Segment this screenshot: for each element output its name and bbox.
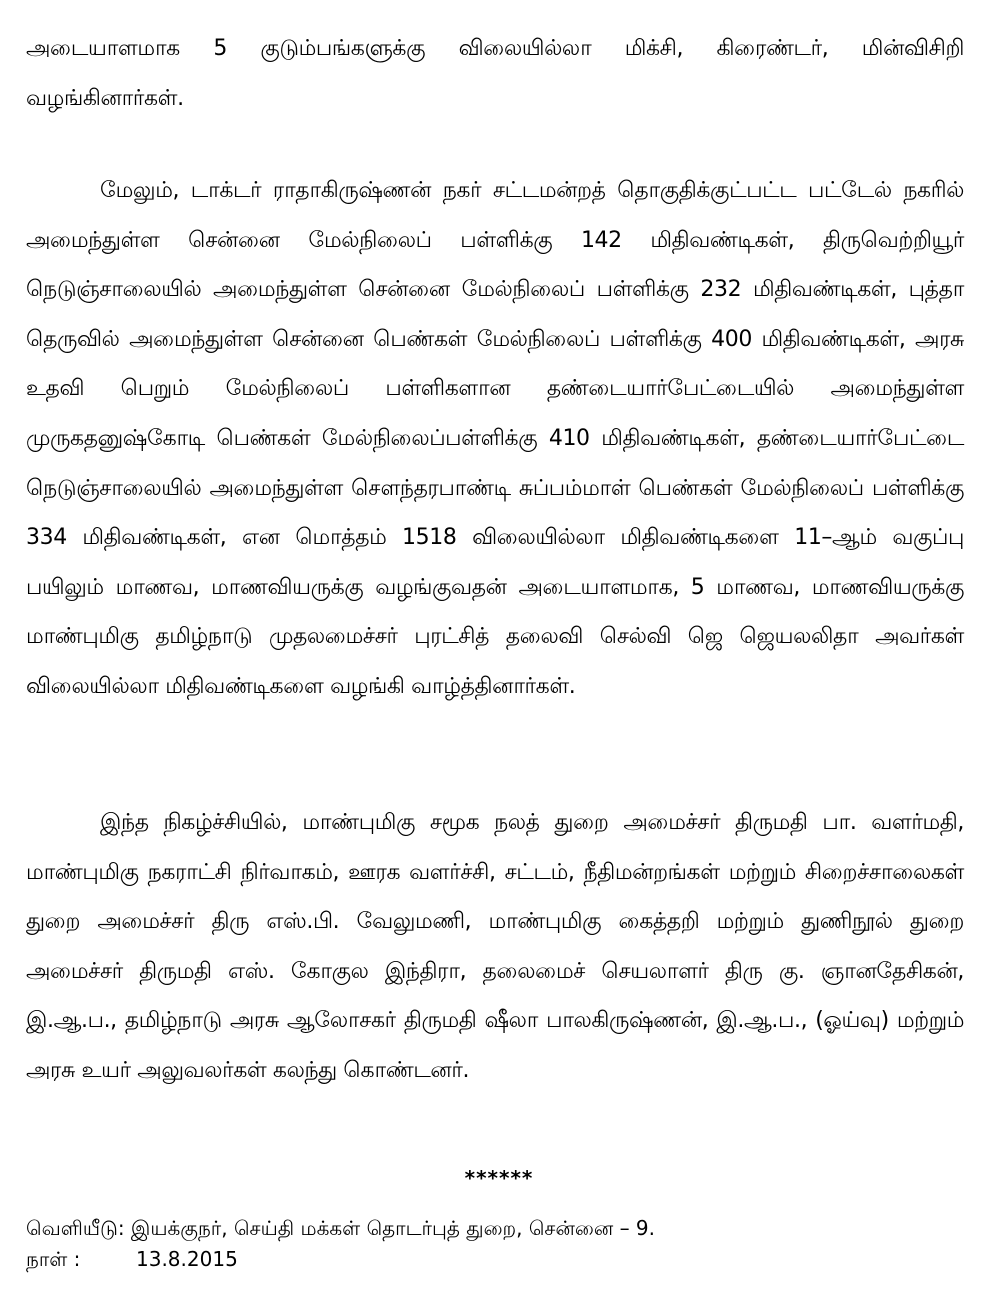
separator-stars: ****** <box>464 1166 534 1190</box>
date-line <box>26 1245 238 1273</box>
date-label: நாள் : <box>26 1247 81 1271</box>
paragraph-appliances: அடையாளமாக 5 குடும்பங்களுக்கு விலையில்லா மிக்சி, கிரைண்டர், மின்விசிறி வழங்கினார்கள். <box>26 36 964 111</box>
release-line: வெளியீடு: இயக்குநர், செய்தி மக்கள் தொடர்புத் துறை, சென்னை – 9. <box>26 1216 656 1240</box>
date-value: 13.8.2015 <box>136 1247 238 1271</box>
paragraph-attendees: இந்த நிகழ்ச்சியில், மாண்புமிகு சமூக நலத் துறை அமைச்சர் திருமதி பா. வளர்மதி, மாண்புமிகு நகராட்சி நிர்வாகம், ஊரக வளர்ச்சி, சட்டம், நீதிமன்றங்கள் மற்றும் சிறைச்சாலைகள் துறை அமைச்சர் திரு எஸ்.பி. வேலுமணி, மாண்புமிகு கைத்தறி மற்றும் துணிநூல் துறை அமைச்சர் திருமதி எஸ். கோகுல இந்திரா, தலைமைச் செயலாளர் திரு கு. ஞானதேசிகன், இ.ஆ.ப., தமிழ்நாடு அரசு ஆலோசகர் திருமதி ஷீலா பாலகிருஷ்ணன், இ.ஆ.ப., (ஓய்வு) மற்றும் அரசு உயர் அலுவலர்கள் கலந்து கொண்டனர். <box>26 810 964 1083</box>
paragraph-bicycles: மேலும், டாக்டர் ராதாகிருஷ்ணன் நகர் சட்டமன்றத் தொகுதிக்குட்பட்ட பட்டேல் நகரில் அமைந்துள்ள சென்னை மேல்நிலைப் பள்ளிக்கு 142 மிதிவண்டிகள், திருவெற்றியூர் நெடுஞ்சாலையில் அமைந்துள்ள சென்னை மேல்நிலைப் பள்ளிக்கு 232 மிதிவண்டிகள், புத்தா தெருவில் அமைந்துள்ள சென்னை பெண்கள் மேல்நிலைப் பள்ளிக்கு 400 மிதிவண்டிகள், அரசு உதவி பெறும் மேல்நிலைப் பள்ளிகளான தண்டையார்பேட்டையில் அமைந்துள்ள முருகதனுஷ்கோடி பெண்கள் மேல்நிலைப்பள்ளிக்கு 410 மிதிவண்டிகள், தண்டையார்பேட்டை நெடுஞ்சாலையில் அமைந்துள்ள சௌந்தரபாண்டி சுப்பம்மாள் பெண்கள் மேல்நிலைப் பள்ளிக்கு 334 மிதிவண்டிகள், என மொத்தம் 1518 விலையில்லா மிதிவண்டிகளை 11–ஆம் வகுப்பு பயிலும் மாணவ, மாணவியருக்கு வழங்குவதன் அடையாளமாக, 5 மாணவ, மாணவியருக்கு மாண்புமிகு தமிழ்நாடு முதலமைச்சர் புரட்சித் தலைவி செல்வி ஜெ ஜெயலலிதா அவர்கள் விலையில்லா மிதிவண்டிகளை வழங்கி வாழ்த்தினார்கள். <box>26 178 964 699</box>
